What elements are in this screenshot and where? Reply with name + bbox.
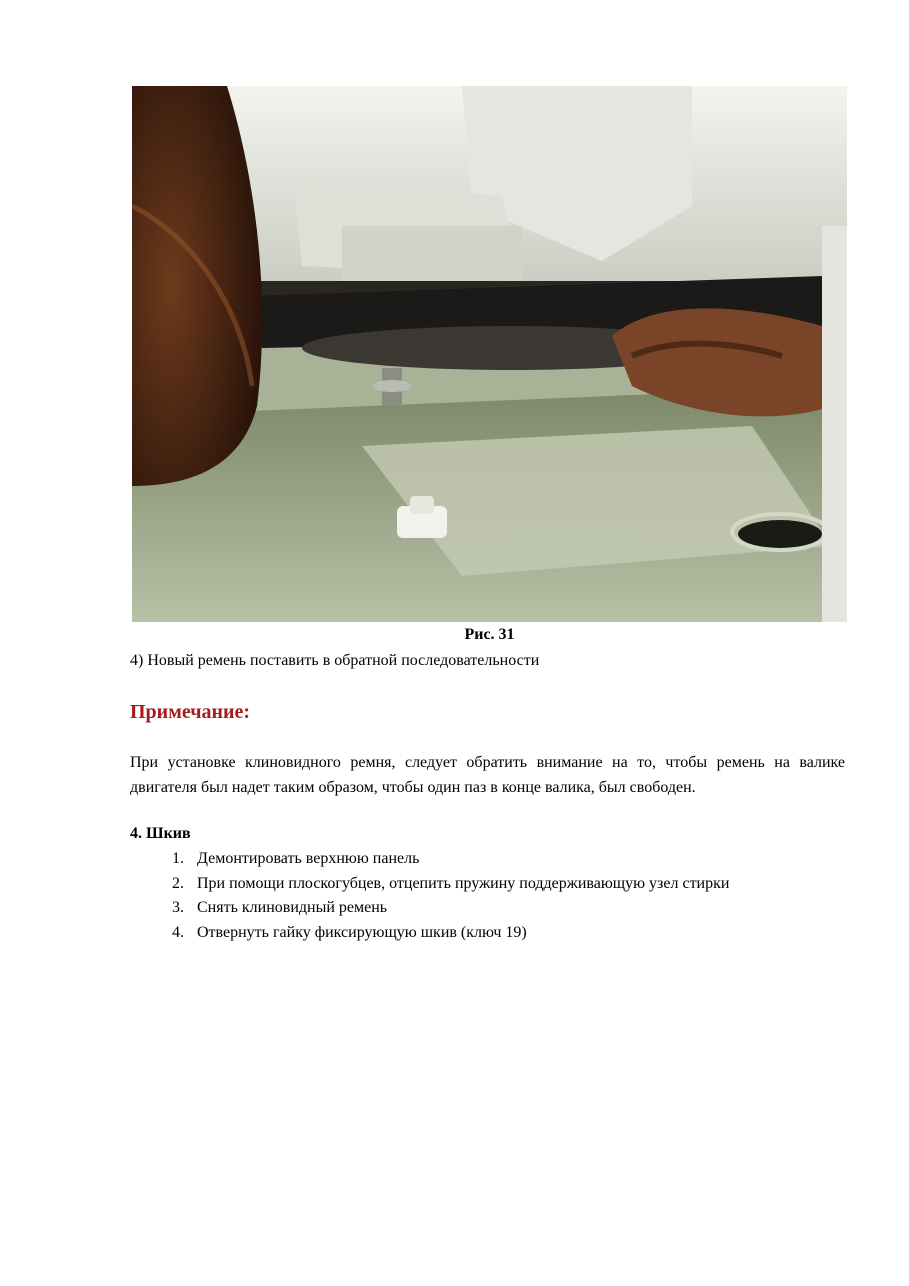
note-paragraph: При установке клиновидного ремня, следует обратить внимание на то, чтобы ремень на валике двигателя был надет таким образом, чтобы один паз в конце валика, был свободен. — [130, 754, 845, 796]
figure-photo-illustration — [132, 86, 847, 622]
list-item — [130, 921, 729, 946]
figure-photo — [132, 86, 847, 622]
list-item — [130, 872, 729, 897]
steps-list — [130, 847, 729, 945]
note-heading: Примечание: — [130, 701, 251, 723]
figure-caption: Рис. 31 — [464, 626, 515, 643]
list-item-text: Отвернуть гайку фиксирующую шкив (ключ 19) — [197, 923, 527, 941]
list-item — [130, 847, 729, 872]
list-item-number: 1. — [172, 850, 184, 867]
list-item-text: При помощи плоскогубцев, отцепить пружину поддерживающую узел стирки — [197, 874, 730, 892]
list-item-text: Снять клиновидный ремень — [197, 899, 388, 916]
list-item-number: 4. — [172, 923, 184, 941]
list-item-number: 3. — [172, 899, 184, 916]
section-heading: 4. Шкив — [130, 825, 191, 842]
step-new-belt: 4) Новый ремень поставить в обратной последовательности — [130, 652, 540, 669]
list-item-text: Демонтировать верхнюю панель — [197, 850, 420, 867]
list-item-number: 2. — [172, 874, 184, 892]
list-item — [130, 896, 729, 921]
